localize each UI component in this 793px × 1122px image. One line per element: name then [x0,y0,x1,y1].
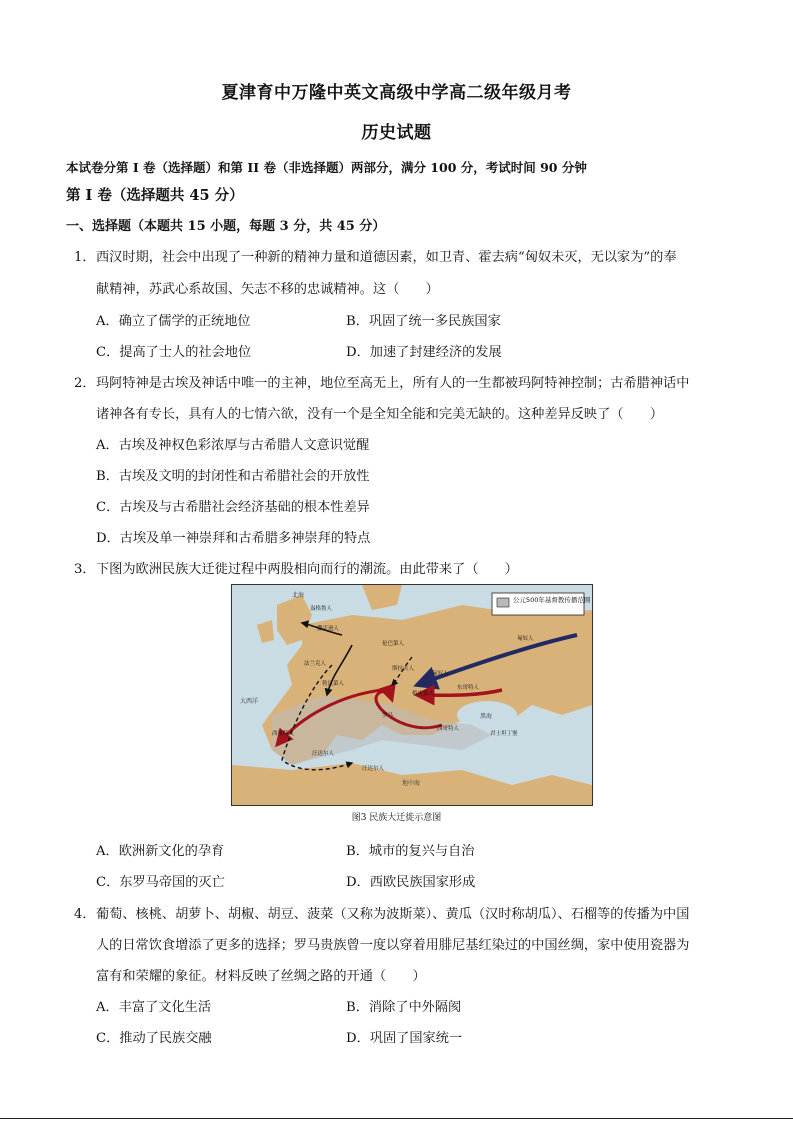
question-text-line: 富有和荣耀的象征。材料反映了丝绸之路的开通（ ） [96,969,426,984]
people-label: 西哥特人 [272,731,295,737]
answer-option[interactable]: D．加速了封建经济的发展 [346,345,502,360]
answer-option[interactable]: C．提高了士人的社会地位 [96,345,252,360]
answer-option[interactable]: D．西欧民族国家形成 [346,875,476,890]
question-text-line: 葡萄、核桃、胡萝卜、胡椒、胡豆、菠菜（又称为波斯菜）、黄瓜（汉时称胡瓜）、石榴等的传播为中国 [96,907,690,922]
people-label: 法兰克人 [304,661,327,667]
people-label: 撒克逊人 [317,626,340,632]
question-number: 3． [74,562,96,577]
people-label: 斯拉夫人 [392,666,415,672]
school-exam-title: 夏津育中万隆中英文高级中学高二级年级月考 [221,83,572,103]
people-label: 汪达尔人 [362,766,385,772]
answer-option[interactable]: C．推动了民族交融 [96,1031,212,1046]
people-label: 匈奴人 [517,636,534,642]
people-label: 西哥特人 [437,726,460,732]
question-number: 1． [74,250,96,265]
question-text-line: 西汉时期，社会中出现了一种新的精神力量和道德因素，如卫青、霍去病“匈奴未灭，无以家为”的奉 [96,250,677,265]
city-label: 君士坦丁堡 [490,731,518,737]
exam-instructions: 本试卷分第 I 卷（选择题）和第 II 卷（非选择题）两部分，满分 100 分，考试时间 90 分钟 [66,160,587,175]
legend-text: 公元500年基督教传播范围 [513,596,591,604]
page-bottom-rule [0,1118,793,1119]
question-text-line: 玛阿特神是古埃及神话中唯一的主神，地位至高无上，所有人的一生都被玛阿特神控制；古希腊神话中 [96,376,690,391]
migration-map [231,584,593,806]
map-caption: 图3 民族大迁徙示意图 [351,813,442,823]
answer-option[interactable]: C．东罗马帝国的灭亡 [96,875,225,890]
answer-option[interactable]: B．古埃及文明的封闭性和古希腊社会的开放性 [96,469,370,484]
answer-option[interactable]: A．古埃及神权色彩浓厚与古希腊人文意识觉醒 [96,438,370,453]
people-label: 东哥特人 [457,685,480,691]
answer-option[interactable]: B．消除了中外隔阂 [346,1000,462,1015]
answer-option[interactable]: B．城市的复兴与自治 [346,844,475,859]
answer-option[interactable]: A．欧洲新文化的孕育 [96,844,225,859]
question-text-line: 人的日常饮食增添了更多的选择；罗马贵族曾一度以穿着用腓尼基红染过的中国丝绸，家中使用瓷器为 [96,938,690,953]
migration-map-svg [232,585,592,805]
subject-title: 历史试题 [361,123,432,143]
question-text-line: 献精神，苏武心系故国、矢志不移的忠诚精神。这（ ） [96,282,439,297]
sea-label: 地中海 [402,780,421,787]
question-text-line: 诸神各有专长，具有人的七情六欲，没有一个是全知全能和完美无缺的。这种差异反映了（ ） [96,407,664,422]
city-label: 罗马 [382,713,394,719]
section-title: 第 I 卷（选择题共 45 分） [66,187,244,204]
answer-option[interactable]: A．确立了儒学的正统地位 [96,314,251,329]
people-label: 格皮德人 [412,691,435,697]
sea-label: 黑海 [480,713,493,720]
people-label: 盎格鲁人 [310,606,333,612]
people-label: 汪达尔人 [312,751,335,757]
answer-option[interactable]: D．古埃及单一神崇拜和古希腊多神崇拜的特点 [96,531,371,546]
answer-option[interactable]: C．古埃及与古希腊社会经济基础的根本性差异 [96,500,370,515]
answer-option[interactable]: D．巩固了国家统一 [346,1031,463,1046]
part-title: 一、选择题（本题共 15 小题，每题 3 分，共 45 分） [66,219,386,234]
sea-label: 北海 [292,592,305,599]
question-number: 2． [74,376,96,391]
question-number: 4． [74,907,96,922]
people-label: 勃艮第人 [322,681,345,687]
question-text-line: 下图为欧洲民族大迁徙过程中两股相向而行的潮流。由此带来了（ ） [96,562,518,577]
sea-label: 大西洋 [240,698,259,705]
people-label: 伦巴第人 [382,641,405,647]
answer-option[interactable]: A．丰富了文化生活 [96,1000,212,1015]
legend-swatch [497,598,509,607]
people-label: 匈奴人 [432,671,449,677]
answer-option[interactable]: B．巩固了统一多民族国家 [346,314,501,329]
